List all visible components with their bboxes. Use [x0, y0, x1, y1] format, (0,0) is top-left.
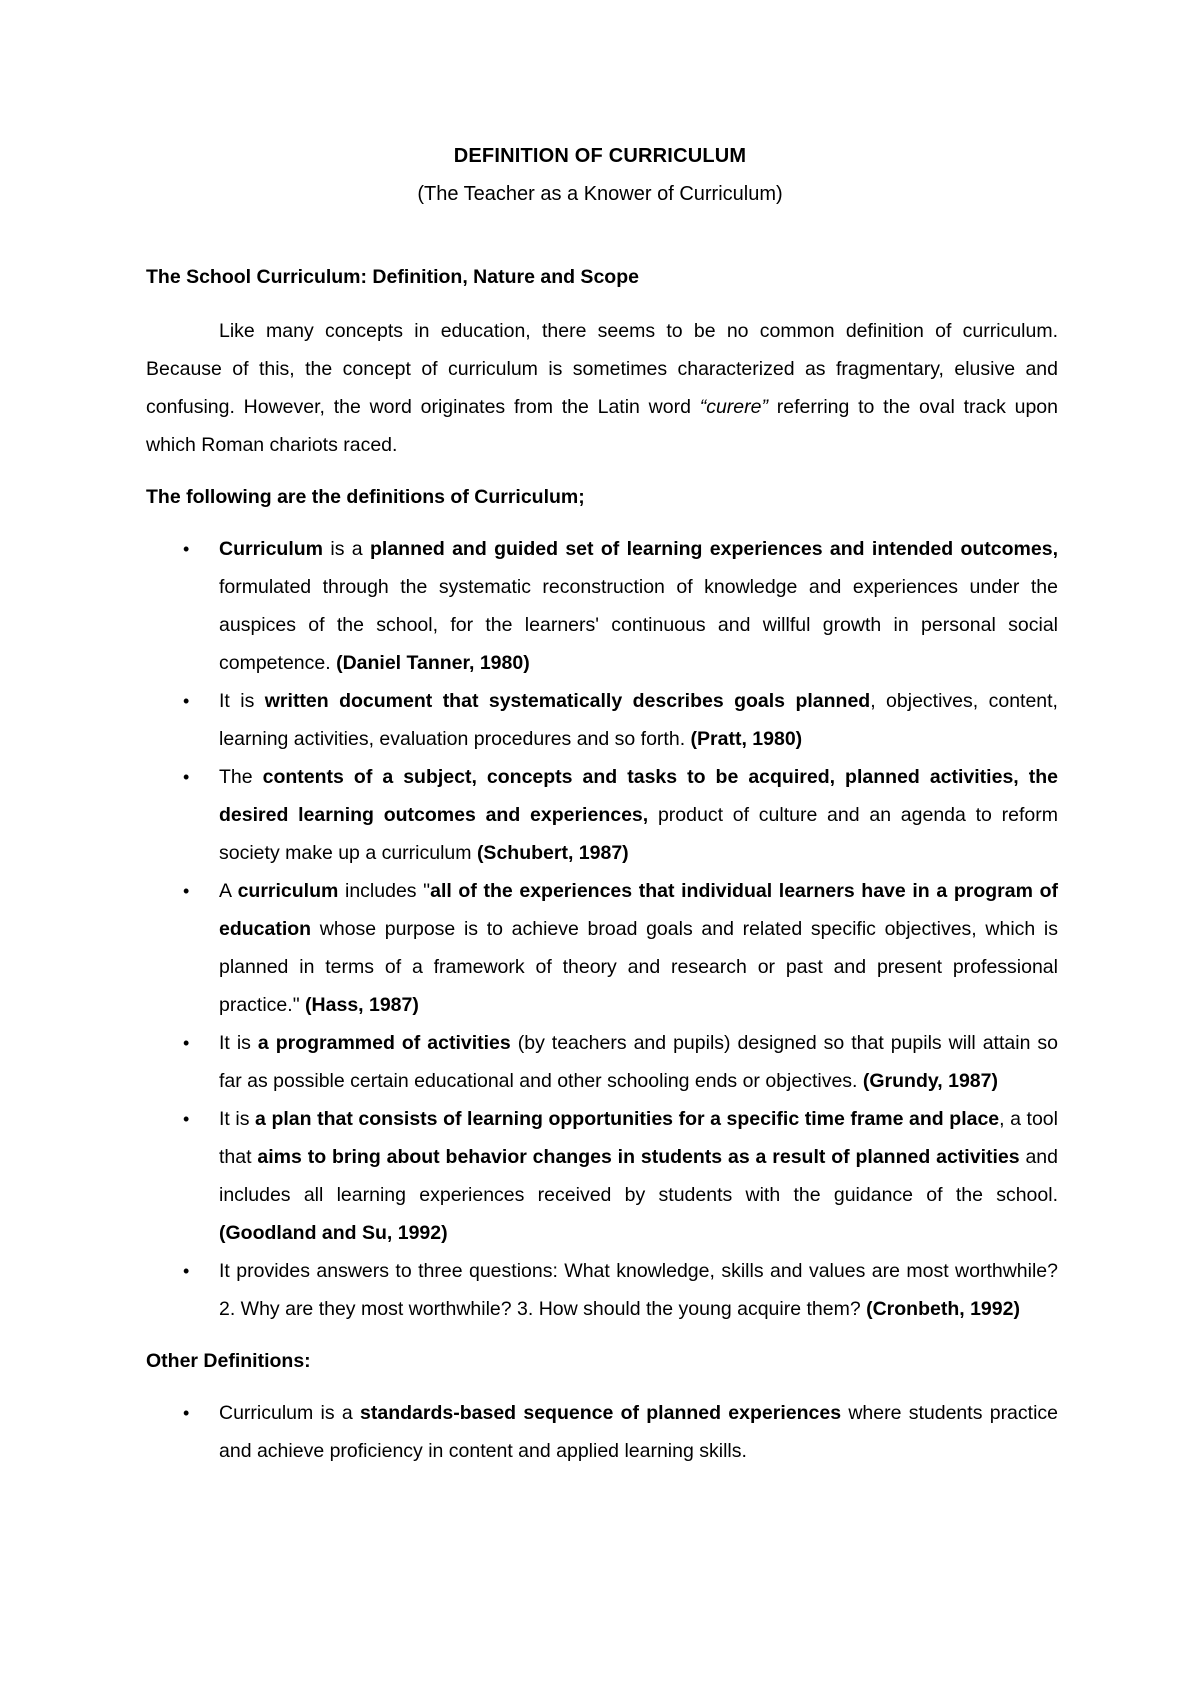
def-text: whose purpose is to achieve broad goals and related specific objectives, which is planned in terms of a framework of theory and research or past and present professional practice."	[219, 918, 1058, 1016]
def-bold-text: curriculum	[237, 880, 339, 902]
def-text: includes "	[338, 880, 431, 902]
list-item	[146, 1394, 1058, 1470]
bullet-icon: •	[183, 1033, 190, 1053]
list-item	[146, 1100, 1058, 1252]
intro-paragraph	[146, 312, 1058, 464]
def-bold-text: all of the experiences that individual learners have in a program of education	[219, 880, 1058, 940]
def-text: (by teachers and pupils) designed so that pupils will attain so far as possible certain educational and other schooling ends or objectives.	[219, 1032, 1058, 1092]
def-text: Curriculum is a	[219, 1402, 361, 1424]
other-definitions-list	[146, 1394, 1058, 1470]
section-heading-school-curriculum: The School Curriculum: Definition, Nature and Scope	[146, 266, 639, 288]
intro-text-a: Like many concepts in education, there seems to be no common definition of curriculum. Because of this, the concept of curriculum is sometimes characterized as fragmentary, elusive and confusing. However, the word originates from the Latin word	[146, 320, 1058, 418]
def-bold-text: a programmed of activities	[257, 1032, 511, 1054]
def-text: It is	[219, 1032, 258, 1054]
def-citation: (Pratt, 1980)	[690, 728, 803, 750]
def-text: formulated through the systematic reconstruction of knowledge and experiences under the auspices of the school, for the learners' continuous and willful growth in personal social competence.	[219, 576, 1058, 674]
bullet-icon: •	[183, 539, 190, 559]
section-heading-other-definitions: Other Definitions:	[146, 1350, 311, 1372]
bullet-icon: •	[183, 1403, 190, 1423]
bullet-icon: •	[183, 881, 190, 901]
def-text: product of culture and an agenda to reform society make up a curriculum	[219, 804, 1058, 864]
def-citation: (Hass, 1987)	[305, 994, 419, 1016]
list-item	[146, 758, 1058, 872]
bullet-icon: •	[183, 767, 190, 787]
def-citation: (Schubert, 1987)	[476, 842, 629, 864]
def-bold-text: a plan that consists of learning opportunities for a specific time frame and place	[255, 1108, 1000, 1130]
def-citation: (Goodland and Su, 1992)	[219, 1222, 448, 1244]
def-citation: (Daniel Tanner, 1980)	[336, 652, 530, 674]
def-text: and includes all learning experiences received by students with the guidance of the school.	[219, 1146, 1058, 1206]
list-item	[146, 1252, 1058, 1328]
def-bold-text: written document that systematically describes goals planned	[264, 690, 871, 712]
def-bold-text: aims to bring about behavior changes in students as a result of planned activities	[257, 1146, 1020, 1168]
def-text: is a	[323, 538, 370, 560]
bullet-icon: •	[183, 691, 190, 711]
def-text: It is	[219, 1108, 256, 1130]
def-text: , a tool that	[219, 1108, 1058, 1168]
list-item	[146, 682, 1058, 758]
bullet-icon: •	[183, 1109, 190, 1129]
definitions-list	[146, 530, 1058, 1328]
list-item	[146, 1024, 1058, 1100]
section-heading-definitions: The following are the definitions of Curriculum;	[146, 486, 585, 508]
list-item	[146, 872, 1058, 1024]
intro-latin-word: “curere”	[699, 396, 768, 418]
list-item	[146, 530, 1058, 682]
def-text: It is	[219, 690, 265, 712]
def-bold-text: Curriculum	[219, 538, 324, 560]
def-bold-text: planned and guided set of learning experiences and intended outcomes,	[369, 538, 1059, 560]
def-text: , objectives, content, learning activities, evaluation procedures and so forth.	[219, 690, 1058, 750]
def-text: A	[219, 880, 238, 902]
def-citation: (Grundy, 1987)	[862, 1070, 998, 1092]
def-text: The	[219, 766, 263, 788]
document-title: DEFINITION OF CURRICULUM	[453, 145, 747, 167]
intro-text-b: referring to the oval track upon which Roman chariots raced.	[146, 396, 1058, 456]
def-text: It provides answers to three questions: What knowledge, skills and values are most worthwhile? 2. Why are they most worthwhile? 3. How should the young acquire them?	[219, 1260, 1058, 1320]
bullet-icon: •	[183, 1261, 190, 1281]
def-citation: (Cronbeth, 1992)	[866, 1298, 1020, 1320]
def-bold-text: contents of a subject, concepts and tasks to be acquired, planned activities, the desired learning outcomes and experiences,	[219, 766, 1058, 826]
def-bold-text: standards-based sequence of planned experiences	[360, 1402, 842, 1424]
document-body	[146, 258, 1058, 1484]
document-subtitle: (The Teacher as a Knower of Curriculum)	[417, 183, 783, 205]
def-text: where students practice and achieve proficiency in content and applied learning skills.	[219, 1402, 1058, 1462]
